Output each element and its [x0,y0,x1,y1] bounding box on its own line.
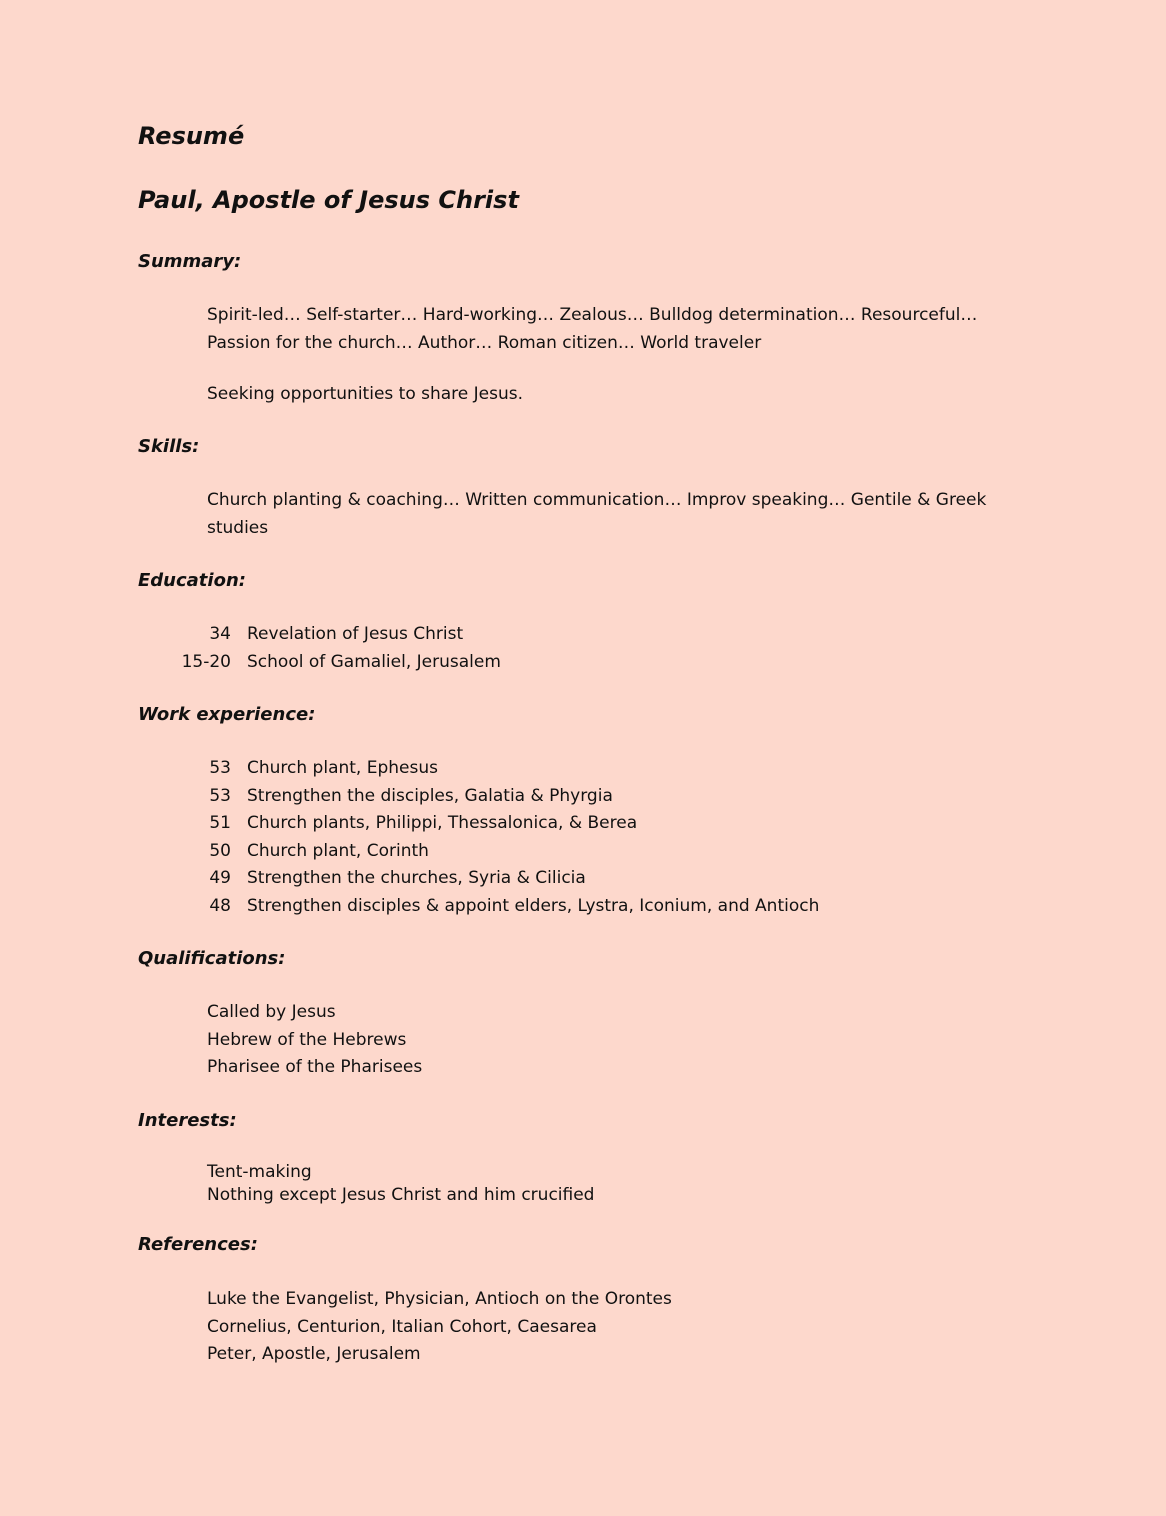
year: 48 [209,895,231,916]
entry: Strengthen disciples & appoint elders, Lystra, Iconium, and Antioch [247,895,820,916]
entry: Strengthen the churches, Syria & Cilicia [247,868,586,888]
interest-item: Nothing except Jesus Christ and him crucified [207,1185,595,1205]
year: 50 [209,840,231,861]
summary-line: Passion for the church… Author… Roman citizen… World traveler [207,332,762,353]
year: 53 [209,785,231,806]
year: 51 [209,813,231,833]
skills-heading: Skills: [138,436,200,457]
skills-line: studies [207,517,269,538]
entry: Revelation of Jesus Christ [247,624,464,644]
skills-line: Church planting & coaching… Written communication… Improv speaking… Gentile & Greek [207,490,987,510]
entry: Strengthen the disciples, Galatia & Phyrgia [247,785,613,806]
entry: Church plant, Ephesus [247,758,438,778]
entry: Church plants, Philippi, Thessalonica, & Berea [247,813,638,833]
interests-heading: Interests: [138,1110,237,1131]
summary-line: Spirit-led… Self-starter… Hard-working… Zealous… Bulldog determination… Resourceful… [207,305,978,325]
references-list [207,1286,672,1369]
year: 49 [209,868,231,888]
summary-seeking: Seeking opportunities to share Jesus. [207,384,524,404]
qualifications-heading: Qualifications: [138,948,286,969]
references-heading: References: [138,1234,258,1255]
work-heading: Work experience: [138,704,316,725]
person-name: Paul, Apostle of Jesus Christ [138,186,519,214]
qualifications-list [207,999,422,1082]
education-heading: Education: [138,570,246,591]
interest-item: Tent-making [207,1162,312,1182]
year: 53 [209,758,231,778]
reference-item: Cornelius, Centurion, Italian Cohort, Caesarea [207,1316,597,1337]
year: 34 [209,624,231,644]
entry: Church plant, Corinth [247,840,429,861]
year: 15-20 [181,651,231,672]
document-title: Resumé [138,122,245,150]
reference-item: Peter, Apostle, Jerusalem [207,1344,421,1364]
summary-heading: Summary: [138,251,242,272]
qualification-item: Pharisee of the Pharisees [207,1057,423,1077]
qualification-item: Called by Jesus [207,1002,336,1022]
qualification-item: Hebrew of the Hebrews [207,1029,407,1050]
skills-text [207,487,986,542]
entry: School of Gamaliel, Jerusalem [247,651,501,672]
interests-list [207,1161,594,1207]
reference-item: Luke the Evangelist, Physician, Antioch on the Orontes [207,1289,672,1309]
summary-text [207,302,977,357]
